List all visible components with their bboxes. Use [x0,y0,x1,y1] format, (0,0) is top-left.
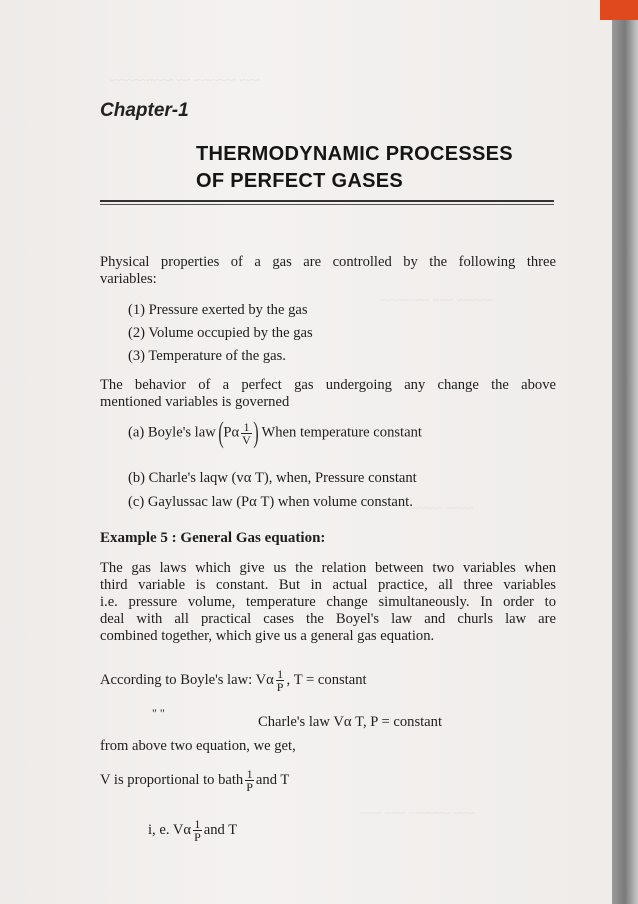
fraction-denominator: P [276,680,284,694]
equation-prefix: i, e. Vα [148,821,192,838]
bleed-through-text: ~~~ ~~~~~~ ~~ ~~~~~~~~~ [110,72,261,87]
title-divider-thin [100,204,554,205]
boyles-law-line [128,418,422,448]
boyles-law-condition: When temperature constant [261,424,422,441]
fraction-numerator: 1 [246,767,253,781]
equation-suffix: , T = constant [286,671,367,688]
fraction [276,668,285,693]
equation-charles: Charle's law Vα T, P = constant [258,714,443,730]
chapter-title-line-1: THERMODYNAMIC PROCESSES [196,143,513,165]
example-heading: Example 5 : General Gas equation: [100,530,326,546]
corner-mark [600,0,638,20]
title-divider [100,200,554,202]
ditto-marks: " " [152,706,165,720]
right-paren: ) [253,416,259,449]
chapter-title-line-2: OF PERFECT GASES [196,170,404,192]
paragraph-line: The gas laws which give us the relation between two variables when [100,560,556,576]
fraction [245,768,254,793]
paragraph-line: i.e. pressure volume, temperature change simultaneously. In order to [100,594,556,610]
paragraph-line: deal with all practical cases the Boyel's law and churls law are [100,611,556,627]
fraction-numerator: 1 [194,817,201,831]
fraction-numerator: 1 [277,667,284,681]
page-edge-shadow [612,0,638,904]
equation-combined [148,818,237,843]
p-alpha: Pα [223,424,240,441]
intro-line-1: Physical properties of a gas are controlled by the following three [100,254,556,270]
fraction [241,421,252,446]
paragraph-line: third variable is constant. But in actual practice, all three variables [100,577,556,593]
fraction-denominator: P [246,780,253,794]
chapter-label: Chapter-1 [100,100,189,121]
variable-item: (3) Temperature of the gas. [128,348,286,364]
from-above-line: from above two equation, we get, [100,738,296,754]
gaylussac-law-line: (c) Gaylussac law (Pα T) when volume constant. [128,494,413,510]
fraction-denominator: P [194,830,201,844]
bleed-through-text: ~~~~ ~~~~~~ [400,500,474,515]
fraction [193,818,202,843]
behavior-line-1: The behavior of a perfect gas undergoing any change the above [100,377,556,393]
bleed-through-text: ~~~~~ ~~~ ~~~~~~~ [380,292,492,307]
equation-suffix: and T [255,771,290,788]
bleed-through-text: ~~~ ~~~~~~ ~~~ ~~~ [360,805,476,820]
intro-line-2: variables: [100,271,157,287]
variable-item: (2) Volume occupied by the gas [128,325,313,341]
fraction-denominator: V [242,432,251,447]
charles-law-line: (b) Charle's laqw (vα T), when, Pressure constant [128,470,417,486]
equation-prefix: According to Boyle's law: Vα [100,671,274,688]
fraction-numerator: 1 [241,421,252,434]
variable-item: (1) Pressure exerted by the gas [128,302,308,318]
behavior-line-2: mentioned variables is governed [100,394,290,410]
equation-suffix: and T [203,821,238,838]
equation-prefix: V is proportional to bath [100,771,244,788]
paragraph-line: combined together, which give us a general gas equation. [100,628,435,644]
left-paren: ( [218,416,225,449]
equation-boyle [100,668,367,693]
equation-proportional [100,768,289,793]
boyles-law-label: (a) Boyle's law [128,424,216,441]
